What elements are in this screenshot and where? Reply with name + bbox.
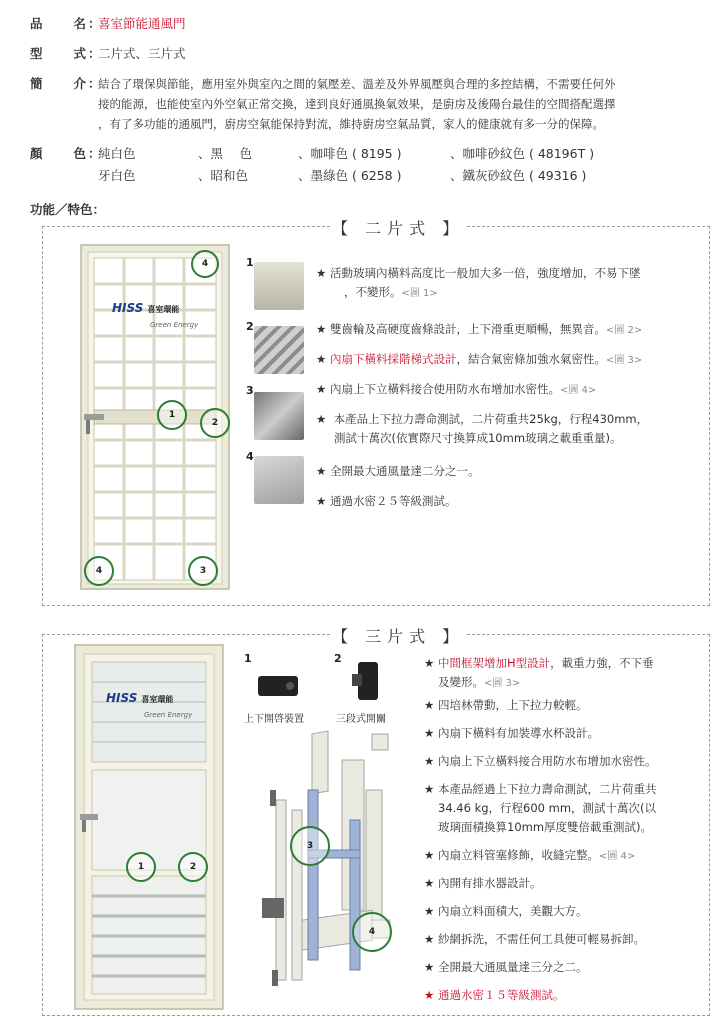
color-item: 、墨綠色 ( 6258 )	[298, 168, 402, 183]
callout-circle: 3	[188, 556, 218, 586]
diagram-number: 1	[244, 652, 252, 665]
feature-item: ★ 內扇立料面積大，美觀大方。	[424, 904, 588, 918]
lift-device-image	[256, 668, 302, 702]
detail-circle: 3	[290, 826, 330, 866]
feature-item: ★ 內扇上下立橫料接合使用防水布增加水密性。<圖 4>	[316, 382, 597, 396]
callout-circle: 1	[157, 400, 187, 430]
spec-color-row	[30, 144, 713, 188]
callout-circle: 1	[126, 852, 156, 882]
photo-number: 3	[246, 384, 254, 397]
caption: 上下開啓裝置	[244, 714, 304, 725]
intro-text	[98, 74, 616, 134]
detail-circle: 4	[352, 912, 392, 952]
color-item: 、昭和色	[198, 168, 249, 183]
feature-item: ★ 內扇下橫料採階梯式設計，結合氣密條加強水氣密性。<圖 3>	[316, 352, 643, 366]
callout-circle: 2	[200, 408, 230, 438]
type-value: 二片式、三片式	[98, 46, 186, 61]
detail-photo-2	[254, 326, 304, 374]
feature-item: ★ 內扇上下立橫料接合用防水布增加水密性。	[424, 754, 657, 768]
feature-item: ★ 全開最大通風量達三分之二。	[424, 960, 588, 974]
feature-item: ★ 內扇立料管塞修飾，收縫完整。<圖 4>	[424, 848, 636, 862]
color-item: 純白色	[98, 146, 136, 161]
feature-item: ★ 活動玻璃內橫料高度比一般加大多一倍，強度增加，不易下墜 ，不變形。<圖 1>	[316, 266, 641, 299]
feature-item: ★ 雙齒輪及高硬度齒條設計，上下滑重更順暢，無異音。<圖 2>	[316, 322, 643, 336]
intro-label: 簡 介：	[30, 76, 103, 91]
two-panel-title: 【 二片式 】	[330, 216, 466, 239]
feature-item: ★ 本產品經過上下拉力壽命測試，二片荷重共 34.46 kg，行程600 mm，測試十萬次(以 玻璃面積換算10mm厚度雙倍載重測試)。	[424, 782, 657, 834]
detail-photo-1	[254, 262, 304, 310]
photo-number: 4	[246, 450, 254, 463]
exploded-parts-diagram	[232, 730, 412, 1002]
detail-photo-4	[254, 456, 304, 504]
features-heading: 功能／特色：	[30, 202, 106, 217]
logo-cn: 喜室環能	[147, 305, 180, 314]
logo-cn: 喜室環能	[141, 695, 174, 704]
feature-item: ★ 本產品上下拉力壽命測試，二片荷重共25kg，行程430mm， 測試十萬次(依實際尺寸換算成10mm玻璃之載重重量)。	[316, 412, 649, 445]
feature-item: ★ 內開有排水器設計。	[424, 876, 542, 890]
feature-item: ★ 內扇下橫料有加裝導水杯設計。	[424, 726, 599, 740]
logo-en: Green Energy	[150, 321, 199, 329]
two-panel-logo	[112, 300, 198, 330]
feature-item: ★ 通過水密１５等級測試。	[424, 988, 565, 1002]
three-panel-logo	[106, 690, 192, 720]
name-value: 喜室節能通風門	[98, 16, 186, 31]
photo-number: 1	[246, 256, 254, 269]
color-item: 、咖啡砂紋色 ( 48196T )	[450, 146, 595, 161]
intro-line: ，有了多功能的通風門，廚房空氣能保持對流，維持廚房空氣品質，家人的健康就有多一分的保障。	[98, 117, 604, 131]
color-label: 顏 色：	[30, 146, 103, 161]
detail-photo-3	[254, 392, 304, 440]
callout-circle: 4	[84, 556, 114, 586]
feature-item: ★ 四培林帶動，上下拉力較輕。	[424, 698, 588, 712]
photo-number: 2	[246, 320, 254, 333]
intro-line: 結合了環保與節能，應用室外與室內之間的氣壓差、溫差及外界風壓與合理的多控結構，不需要任何外	[98, 77, 616, 91]
feature-item: ★ 紗網拆洗，不需任何工具便可輕易拆卸。	[424, 932, 645, 946]
callout-circle: 4	[191, 250, 219, 278]
diagram-number: 2	[334, 652, 342, 665]
color-item: 、咖啡色 ( 8195 )	[298, 146, 402, 161]
feature-item: ★ 通過水密２５等級測試。	[316, 494, 457, 508]
color-item: 、鐵灰砂紋色 ( 49316 )	[450, 168, 587, 183]
feature-item: ★ 中間框架增加H型設計，載重力強，不下垂 及變形。<圖 3>	[424, 656, 654, 689]
three-panel-title: 【 三片式 】	[330, 624, 466, 647]
three-stage-switch-image	[350, 660, 386, 702]
callout-circle: 2	[178, 852, 208, 882]
logo-brand: HISS	[112, 301, 144, 315]
color-item: 牙白色	[98, 168, 136, 183]
logo-en: Green Energy	[144, 711, 193, 719]
color-item: 、黑 色	[198, 146, 252, 161]
type-label: 型 式：	[30, 46, 103, 61]
intro-line: 接的能源，也能使室內外空氣正常交換，達到良好通風換氣效果，是廚房及後陽台最佳的空間搭配選擇	[98, 97, 616, 111]
logo-brand: HISS	[106, 691, 138, 705]
feature-item: ★ 全開最大通風量達二分之一。	[316, 464, 480, 478]
name-label: 品 名：	[30, 16, 103, 31]
caption: 三段式開關	[336, 714, 386, 725]
